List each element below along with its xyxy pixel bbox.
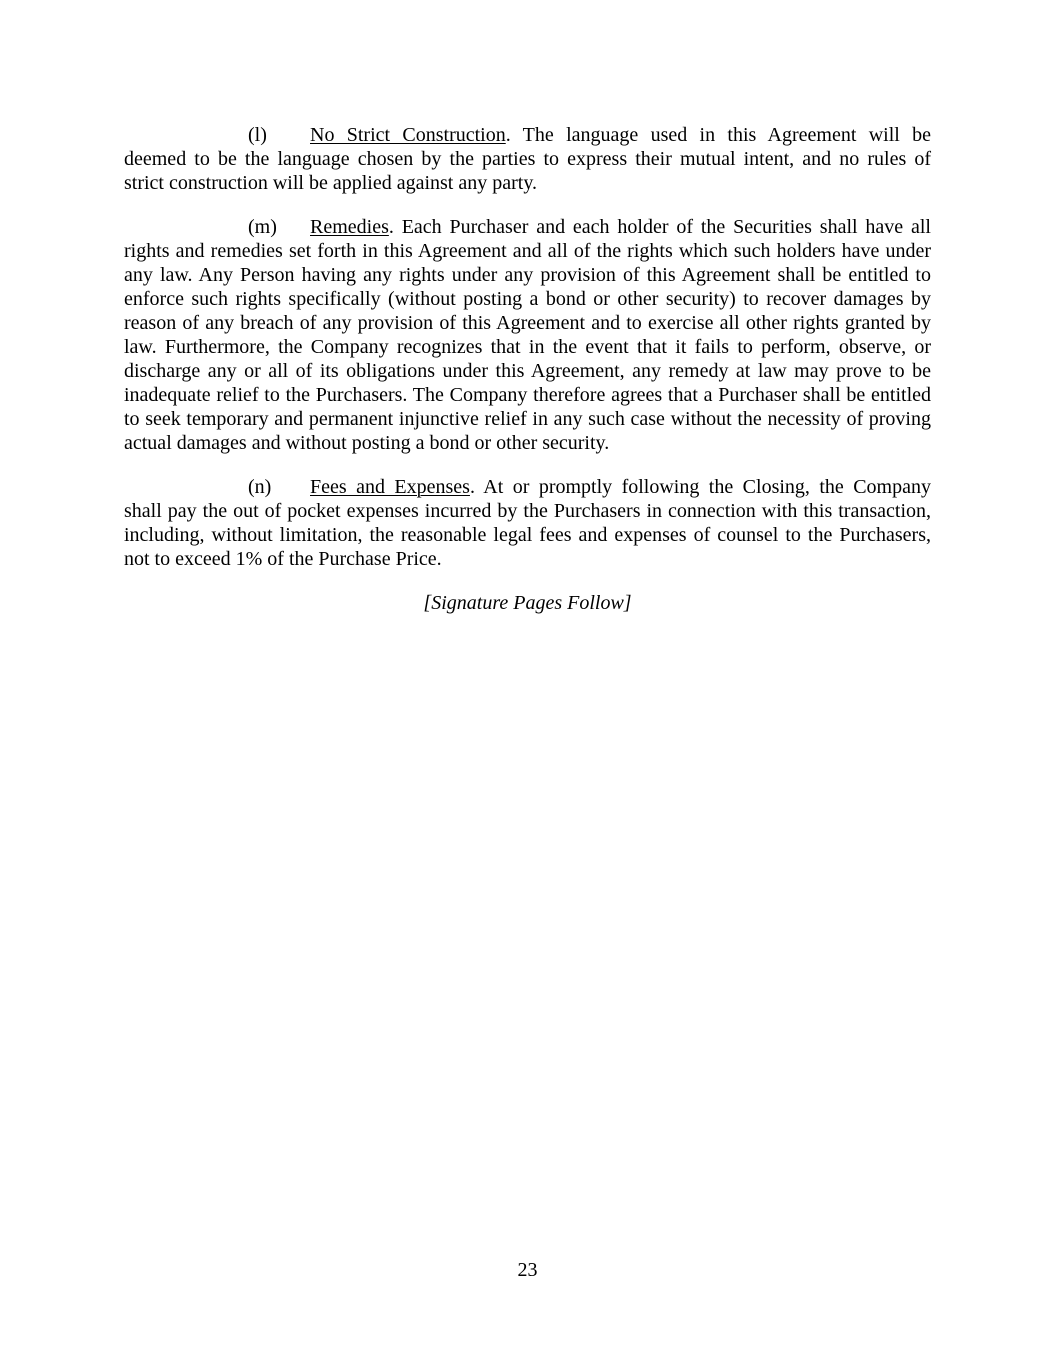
body-text: . At or promptly following the Closing, the Company [469, 476, 931, 498]
body-text: . The language used in this Agreement will be [505, 124, 931, 146]
body-line: enforce such rights specifically (without posting a bond or other security) to recover damages by [124, 288, 931, 310]
section-label: (m) [248, 216, 277, 238]
body-line: strict construction will be applied against any party. [124, 172, 538, 194]
document-body [124, 123, 931, 615]
body-line: shall pay the out of pocket expenses incurred by the Purchasers in connection with this transaction, [124, 500, 931, 522]
body-line: including, without limitation, the reasonable legal fees and expenses of counsel to the Purchasers, [124, 524, 931, 546]
section-heading: No Strict Construction [310, 124, 506, 146]
section-remedies [124, 215, 931, 455]
body-line: not to exceed 1% of the Purchase Price. [124, 548, 442, 570]
section-fees-and-expenses [124, 475, 931, 571]
body-line: inadequate relief to the Purchasers. The Company therefore agrees that a Purchaser shall be entitled [124, 384, 931, 406]
page-number: 23 [517, 1259, 538, 1281]
section-label: (l) [248, 124, 267, 146]
body-line: any law. Any Person having any rights under any provision of this Agreement shall be entitled to [124, 264, 931, 286]
body-line: discharge any or all of its obligations under this Agreement, any remedy at law may prove to be [124, 360, 931, 382]
section-heading: Fees and Expenses [310, 476, 470, 498]
section-heading: Remedies [310, 216, 389, 238]
section-label: (n) [248, 476, 272, 498]
body-line: to seek temporary and permanent injunctive relief in any such case without the necessity of proving [124, 408, 931, 430]
body-line: law. Furthermore, the Company recognizes that in the event that it fails to perform, observe, or [124, 336, 931, 358]
body-line [124, 215, 931, 239]
body-line [124, 123, 931, 147]
section-no-strict-construction [124, 123, 931, 195]
body-line: deemed to be the language chosen by the parties to express their mutual intent, and no rules of [124, 148, 931, 170]
body-line: actual damages and without posting a bond or other security. [124, 432, 610, 454]
signature-pages-note: [Signature Pages Follow] [423, 592, 632, 614]
body-line [124, 475, 931, 499]
body-line: rights and remedies set forth in this Agreement and all of the rights which such holders have under [124, 240, 931, 262]
body-text: . Each Purchaser and each holder of the Securities shall have all [388, 216, 931, 238]
body-line: reason of any breach of any provision of this Agreement and to exercise all other rights granted by [124, 312, 931, 334]
